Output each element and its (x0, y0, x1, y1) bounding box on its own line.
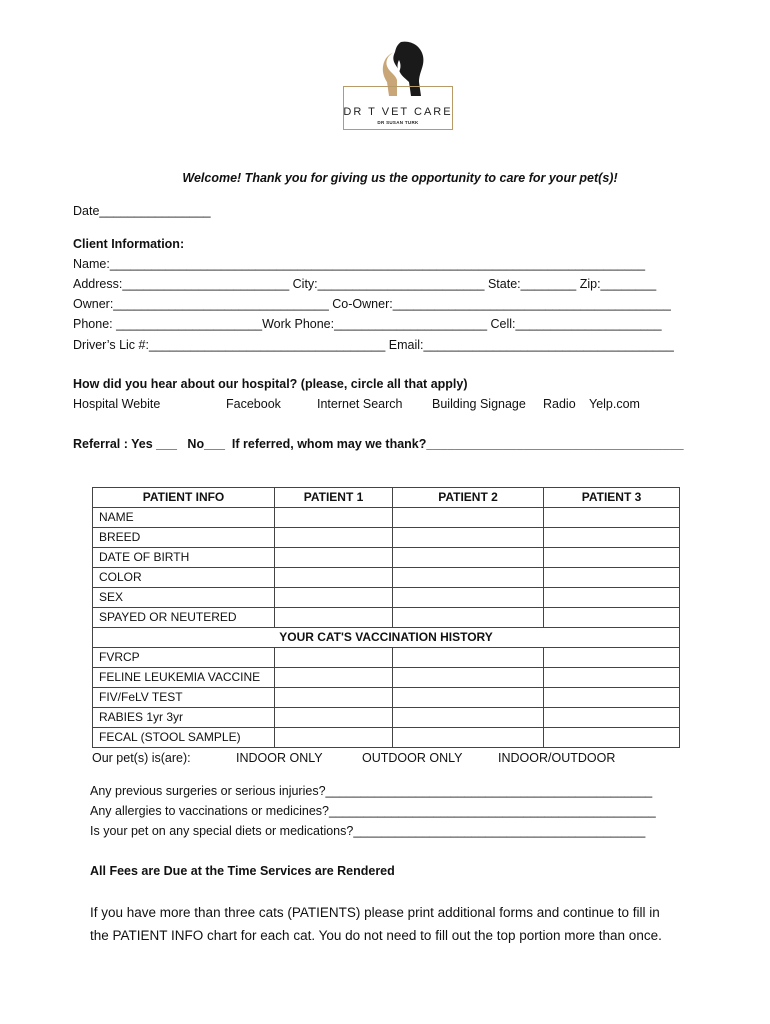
name-field[interactable]: Name:_____________________________________________________________________________ (73, 257, 646, 271)
row-label: BREED (93, 528, 275, 548)
logo-subtitle: DR SUSAN TURK (377, 120, 419, 125)
hear-option-website[interactable]: Hospital Webite (73, 397, 161, 411)
table-row (93, 548, 680, 568)
table-cell[interactable] (393, 608, 544, 628)
address-field[interactable]: Address:________________________ City:________________________ State:________ Zip:________ (73, 277, 657, 291)
table-cell[interactable] (275, 668, 393, 688)
table-cell[interactable] (275, 608, 393, 628)
hear-option-facebook[interactable]: Facebook (226, 397, 281, 411)
table-cell[interactable] (275, 648, 393, 668)
table-cell[interactable] (393, 708, 544, 728)
table-cell[interactable] (544, 508, 680, 528)
pets-are-label: Our pet(s) is(are): (92, 751, 191, 765)
option-indoor-only[interactable]: INDOOR ONLY (236, 751, 323, 765)
table-row (93, 588, 680, 608)
column-header: PATIENT 2 (393, 488, 544, 508)
allergies-question[interactable]: Any allergies to vaccinations or medicines?_______________________________________________ (90, 804, 656, 818)
table-cell[interactable] (393, 508, 544, 528)
table-cell[interactable] (275, 728, 393, 748)
table-cell[interactable] (544, 728, 680, 748)
option-outdoor-only[interactable]: OUTDOOR ONLY (362, 751, 463, 765)
table-cell[interactable] (275, 568, 393, 588)
owner-field[interactable]: Owner:_______________________________ Co-Owner:________________________________________ (73, 297, 671, 311)
table-cell[interactable] (393, 688, 544, 708)
column-header: PATIENT 1 (275, 488, 393, 508)
column-header: PATIENT 3 (544, 488, 680, 508)
closing-instructions-line-1: If you have more than three cats (PATIENTS) please print additional forms and continue to fill in (90, 905, 660, 920)
column-header: PATIENT INFO (93, 488, 275, 508)
referral-field[interactable]: Referral : Yes ___ No___ If referred, whom may we thank?_____________________________________ (73, 437, 684, 451)
table-cell[interactable] (393, 548, 544, 568)
table-cell[interactable] (275, 508, 393, 528)
hear-option-radio[interactable]: Radio (543, 397, 576, 411)
table-cell[interactable] (544, 648, 680, 668)
row-label: FECAL (STOOL SAMPLE) (93, 728, 275, 748)
table-section-row (93, 628, 680, 648)
table-header-row (93, 488, 680, 508)
closing-instructions-line-2: the PATIENT INFO chart for each cat. You do not need to fill out the top portion more than once. (90, 928, 662, 943)
table-cell[interactable] (275, 528, 393, 548)
table-cell[interactable] (393, 588, 544, 608)
table-cell[interactable] (544, 668, 680, 688)
table-row (93, 708, 680, 728)
clinic-logo (339, 38, 459, 134)
table-cell[interactable] (275, 548, 393, 568)
table-row (93, 648, 680, 668)
row-label: SEX (93, 588, 275, 608)
table-cell[interactable] (544, 608, 680, 628)
row-label: FELINE LEUKEMIA VACCINE (93, 668, 275, 688)
welcome-message: Welcome! Thank you for giving us the opportunity to care for your pet(s)! (182, 171, 618, 185)
table-row (93, 508, 680, 528)
hear-option-yelp[interactable]: Yelp.com (589, 397, 640, 411)
row-label: FVRCP (93, 648, 275, 668)
phone-field[interactable]: Phone: _____________________Work Phone:______________________ Cell:_____________________ (73, 317, 662, 331)
table-row (93, 568, 680, 588)
row-label: SPAYED OR NEUTERED (93, 608, 275, 628)
vaccination-history-heading: YOUR CAT'S VACCINATION HISTORY (93, 628, 680, 648)
diet-medication-question[interactable]: Is your pet on any special diets or medications?__________________________________________ (90, 824, 646, 838)
table-cell[interactable] (393, 528, 544, 548)
hear-option-internet-search[interactable]: Internet Search (317, 397, 403, 411)
row-label: DATE OF BIRTH (93, 548, 275, 568)
table-cell[interactable] (544, 548, 680, 568)
table-cell[interactable] (544, 588, 680, 608)
hear-option-building-signage[interactable]: Building Signage (432, 397, 526, 411)
table-row (93, 668, 680, 688)
logo-title: DR T VET CARE (343, 106, 453, 118)
date-field[interactable]: Date________________ (73, 204, 211, 218)
table-cell[interactable] (393, 648, 544, 668)
table-row (93, 528, 680, 548)
row-label: RABIES 1yr 3yr (93, 708, 275, 728)
table-cell[interactable] (393, 668, 544, 688)
table-cell[interactable] (275, 588, 393, 608)
table-cell[interactable] (544, 708, 680, 728)
license-email-field[interactable]: Driver’s Lic #:__________________________________ Email:____________________________________ (73, 338, 674, 352)
table-row (93, 688, 680, 708)
row-label: COLOR (93, 568, 275, 588)
table-cell[interactable] (275, 708, 393, 728)
row-label: NAME (93, 508, 275, 528)
table-row (93, 728, 680, 748)
option-indoor-outdoor[interactable]: INDOOR/OUTDOOR (498, 751, 616, 765)
client-info-heading: Client Information: (73, 237, 185, 251)
table-cell[interactable] (393, 568, 544, 588)
table-cell[interactable] (275, 688, 393, 708)
surgeries-question[interactable]: Any previous surgeries or serious injuries?_______________________________________________ (90, 784, 653, 798)
table-cell[interactable] (544, 528, 680, 548)
hear-about-question: How did you hear about our hospital? (please, circle all that apply) (73, 377, 468, 391)
patient-info-table (92, 487, 680, 748)
fees-notice: All Fees are Due at the Time Services are Rendered (90, 864, 395, 878)
table-cell[interactable] (544, 688, 680, 708)
table-row (93, 608, 680, 628)
table-cell[interactable] (393, 728, 544, 748)
row-label: FIV/FeLV TEST (93, 688, 275, 708)
table-cell[interactable] (544, 568, 680, 588)
